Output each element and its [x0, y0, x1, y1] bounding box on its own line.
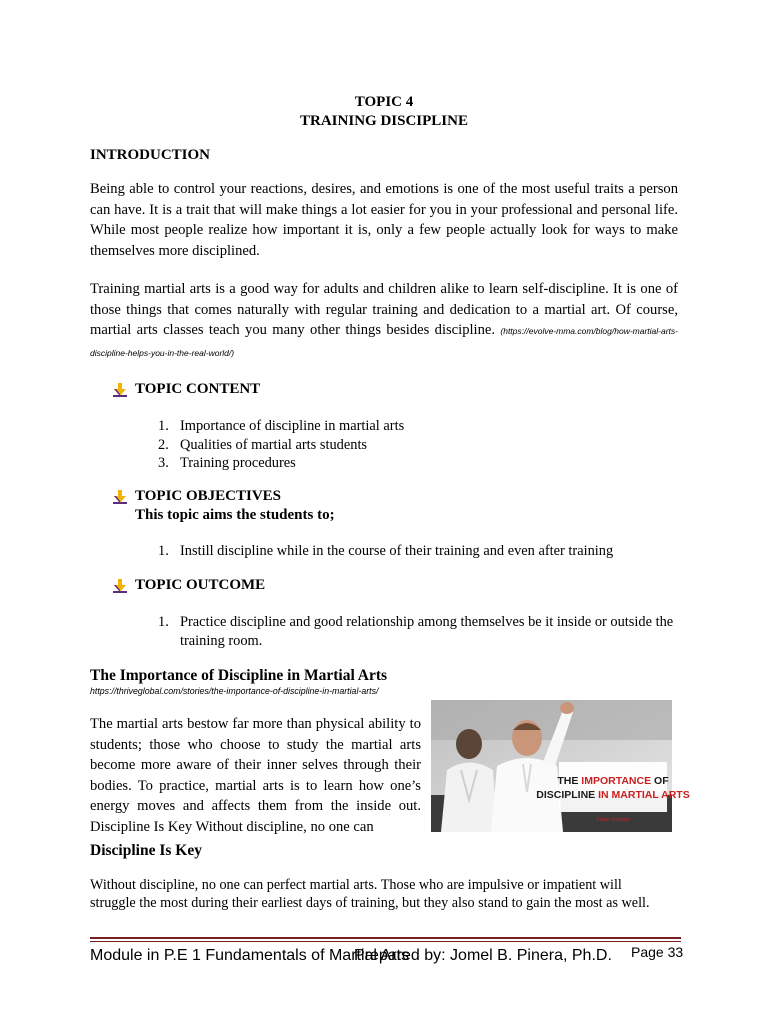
topic-label: TOPIC 4: [354, 94, 414, 110]
arrow-down-bullet-icon: [113, 383, 127, 397]
intro-citation: (https://evolve-mma.com/blog/how-martial-arts-discipline-helps-you-in-the-real-world/): [90, 326, 678, 358]
topic-outcome-heading-row: [113, 577, 265, 594]
list-item: 1. Practice discipline and good relationship among themselves be it inside or outside the training room.: [158, 614, 674, 649]
topic-content-list: [158, 417, 678, 473]
importance-paragraph: The martial arts bestow far more than physical ability to students; those who choose to study the martial arts become more aware of their inner selves through their bodies. To practice, martial arts is to learn how one’s energy moves and affects them from the inside out. Discipline Is Key Without discipline, no one can: [90, 716, 421, 835]
discipline-key-heading: Discipline Is Key: [90, 842, 202, 859]
importance-heading: The Importance of Discipline in Martial Arts: [90, 667, 388, 684]
topic-content-heading-row: [113, 381, 260, 398]
topic-objectives-heading: TOPIC OBJECTIVES: [135, 488, 282, 504]
martial-arts-article-image: [431, 700, 690, 832]
topic-outcome-list: [158, 613, 678, 650]
topic-content-heading: TOPIC CONTENT: [135, 381, 261, 397]
page-number: Page 33: [631, 944, 684, 960]
list-item: 2. Qualities of martial arts students: [158, 436, 368, 453]
intro-paragraph-1: Being able to control your reactions, desires, and emotions is one of the most useful traits a person can have. It is a trait that will make things a lot easier for you in your professional and personal life. While most people realize how important it is, only a few people actually look for ways to make themselves more disciplined.: [90, 181, 678, 259]
karate-photo-illustration: [431, 700, 690, 832]
intro-paragraph-2-text: Training martial arts is a good way for adults and children alike to learn self-discipline. It is one of those things that comes naturally with regular training and dedication to a martial art. Of course, martial arts classes teach you many other things besides discipline.: [90, 281, 678, 339]
list-item: 1. Importance of discipline in martial arts: [158, 418, 405, 434]
topic-objectives-heading-row: [113, 488, 281, 505]
arrow-down-bullet-icon: [113, 579, 127, 593]
arrow-down-bullet-icon: [113, 490, 127, 504]
importance-source-url: https://thriveglobal.com/stories/the-importance-of-discipline-in-martial-arts/: [90, 686, 379, 696]
image-signature: Flavio Almeida: [596, 817, 630, 823]
list-item: 3. Training procedures: [158, 455, 296, 471]
intro-paragraph-2: [90, 279, 678, 363]
topic-title: TRAINING DISCIPLINE: [300, 113, 468, 129]
footer-prepared-by: Prepared by: Jomel B. Pinera, Ph.D.: [354, 947, 612, 964]
topic-objectives-subheading: This topic aims the students to;: [135, 507, 335, 523]
footer-rule: [90, 937, 681, 942]
introduction-heading: INTRODUCTION: [90, 147, 211, 163]
image-title-line-2: DISCIPLINE IN MARTIAL ARTS: [536, 789, 690, 801]
image-title-line-1: THE IMPORTANCE OF: [557, 775, 669, 787]
topic-objectives-list: [158, 542, 678, 561]
topic-outcome-heading: TOPIC OUTCOME: [135, 577, 266, 593]
footer-module: Module in P.E 1 Fundamentals of Martial Arts: [90, 947, 409, 964]
discipline-key-paragraph: Without discipline, no one can perfect martial arts. Those who are impulsive or impatient will struggle the most during their earliest days of training, but they also stand to gain the most as well.: [90, 877, 650, 911]
list-item: 1. Instill discipline while in the course of their training and even after training: [158, 543, 614, 559]
